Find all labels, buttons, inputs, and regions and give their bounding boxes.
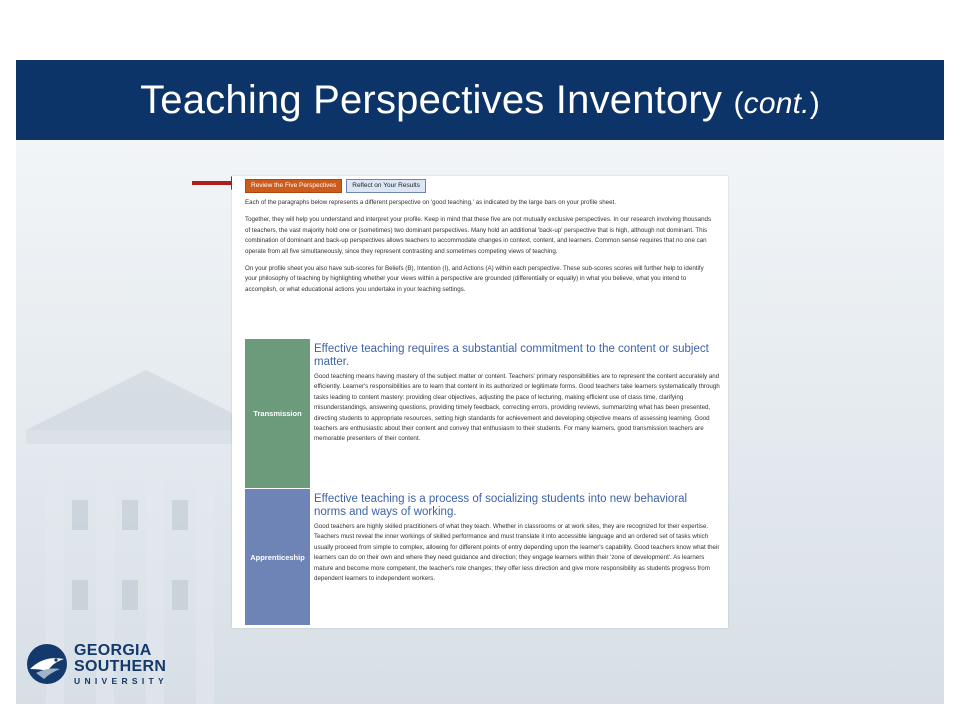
perspective-body — [310, 339, 727, 488]
slide-title-main: Teaching Perspectives Inventory — [140, 77, 723, 122]
perspective-description: Good teachers are highly skilled practitioners of what they teach. Whether in classrooms or at work sites, they are recognized for their expertise. Teachers must reveal the inner workings of skilled performance and must translate it into accessible language and an ordered set of tasks which usually proceed from simple to complex, allowing for different points of entry depending upon the learner's capability. Good teachers know what their learners can do on their own and where they need guidance and direction; they engage learners within their 'zone of development'. As learners mature and become more competent, the teacher's role changes; they offer less direction and give more responsibility as students progress from dependent learners to independent workers. — [314, 523, 720, 583]
logo-line-university: UNIVERSITY — [74, 676, 169, 686]
slide-title — [140, 78, 820, 123]
title-close-paren: ) — [809, 86, 820, 120]
red-arrow-right-icon — [192, 181, 232, 185]
logo-line-georgia: GEORGIA — [74, 642, 152, 659]
tab-review-perspectives[interactable]: Review the Five Perspectives — [245, 179, 342, 193]
perspective-label: Transmission — [245, 339, 310, 488]
perspective-apprenticeship — [245, 489, 727, 625]
logo-wordmark — [74, 643, 168, 687]
perspective-heading: Effective teaching is a process of socializing students into new behavioral norms and ways of working. — [314, 493, 688, 518]
tab-reflect-results[interactable]: Reflect on Your Results — [346, 179, 426, 193]
intro-paragraph-2: Together, they will help you understand and interpret your profile. Keep in mind that these five are not mutually exclusive perspectives. In our research involving thousands of teachers, the vast majority hold one or (sometimes) two dominant perspectives. Many hold an additional 'back-up' perspective that is high, although not dominant. This combination of dominant and back-up perspectives allows teachers to accommodate changes in context, content, and learners. Common sense requires that no one can operate from all five simultaneously, since they represent contrasting and sometimes competing views of teaching. — [245, 216, 712, 255]
intro-paragraph-3: On your profile sheet you also have sub-scores for Beliefs (B), Intention (I), and Actions (A) within each perspective. These sub-scores scores will further help to identify your philosophy of teaching by highlighting whether your views within a perspective are grounded (differentially or equally) in what you believe, what you intend to accomplish, or what educational actions you undertake in your teaching settings. — [245, 265, 704, 293]
perspective-transmission — [245, 339, 727, 488]
perspective-label: Apprenticeship — [245, 489, 310, 625]
perspective-body — [310, 489, 727, 625]
perspective-description: Good teaching means having mastery of the subject matter or content. Teachers' primary responsibilities are to represent the content accurately and efficiently. Learner's responsibilities are to learn that content in its authorized or legitimate forms. Good teachers take learners systematically through tasks leading to content mastery: providing clear objectives, adjusting the pace of lecturing, making efficient use of class time, clarifying misunderstandings, answering questions, providing timely feedback, correcting errors, providing reviews, summarizing what has been presented, directing students to appropriate resources, setting high standards for achievement and developing objective means of assessing learning. Good teachers are enthusiastic about their content and convey that enthusiasm to their students. For many learners, good transmission teachers are memorable presenters of their content. — [314, 373, 720, 443]
intro-paragraph-1: Each of the paragraphs below represents a different perspective on 'good teaching,' as indicated by the large bars on your profile sheet. — [245, 199, 616, 206]
tpi-screenshot-panel — [232, 176, 728, 628]
perspective-heading: Effective teaching requires a substantial commitment to the content or subject matter. — [314, 343, 709, 368]
slide-title-cont: cont. — [743, 86, 810, 120]
eagle-emblem-icon — [26, 643, 68, 685]
tab-bar — [245, 179, 426, 193]
logo-line-southern: SOUTHERN — [74, 658, 167, 675]
title-open-paren: ( — [733, 86, 744, 120]
intro-text — [245, 198, 717, 302]
georgia-southern-logo — [26, 640, 176, 690]
title-band — [16, 60, 944, 140]
